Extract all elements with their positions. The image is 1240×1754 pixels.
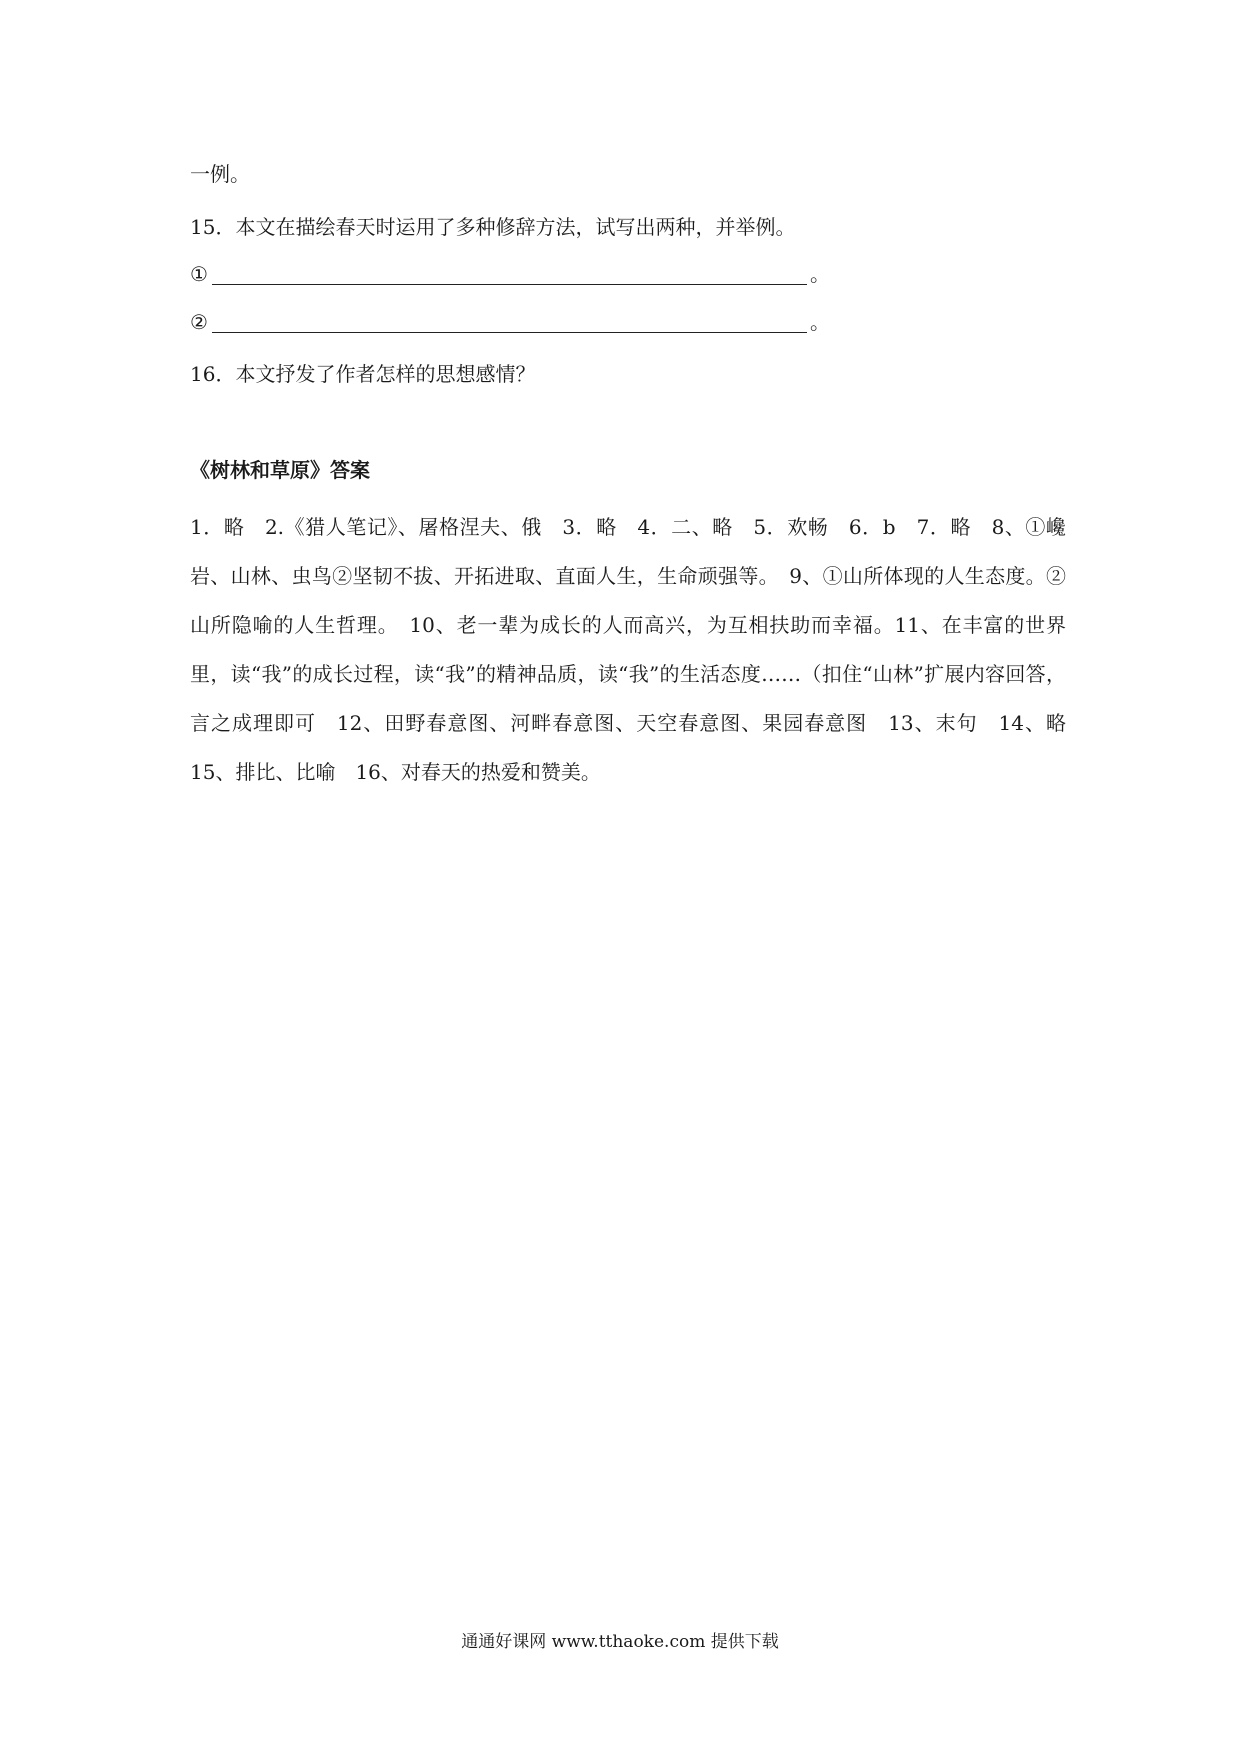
- question-16: 16．本文抒发了作者怎样的思想感情？: [190, 362, 536, 386]
- continuation-text: 一例。: [190, 162, 250, 186]
- answer-key-heading: 《树林和草原》答案: [190, 458, 370, 482]
- blank-2-underline: [212, 332, 807, 333]
- blank-2-period: 。: [810, 310, 830, 334]
- blank-1-marker: ①: [190, 262, 208, 286]
- answer-blank-2[interactable]: [190, 308, 830, 336]
- answer-blank-1[interactable]: [190, 260, 830, 288]
- blank-1-underline: [212, 284, 807, 285]
- answer-key-body: 1．略 2.《猎人笔记》、屠格涅夫、俄 3．略 4．二、略 5．欢畅 6．b 7．略 8、①巉岩、山林、虫鸟②坚韧不拔、开拓进取、直面人生，生命顽强等。 9、①山所体现的人生态度。②山所隐喻的人生哲理。 10、老一辈为成长的人而高兴，为互相扶助而幸福。11、在丰富的世界里，读“我”的成长过程，读“我”的精神品质，读“我”的生活态度……（扣住“山林”扩展内容回答，言之成理即可 12、田野春意图、河畔春意图、天空春意图、果园春意图 13、末句 14、略 15、排比、比喻 16、对春天的热爱和赞美。: [190, 515, 1086, 784]
- blank-1-period: 。: [810, 262, 830, 286]
- blank-2-marker: ②: [190, 310, 208, 334]
- page-footer: 通通好课网 www.tthaoke.com 提供下载: [461, 1632, 779, 1652]
- question-15: 15．本文在描绘春天时运用了多种修辞方法，试写出两种，并举例。: [190, 215, 796, 239]
